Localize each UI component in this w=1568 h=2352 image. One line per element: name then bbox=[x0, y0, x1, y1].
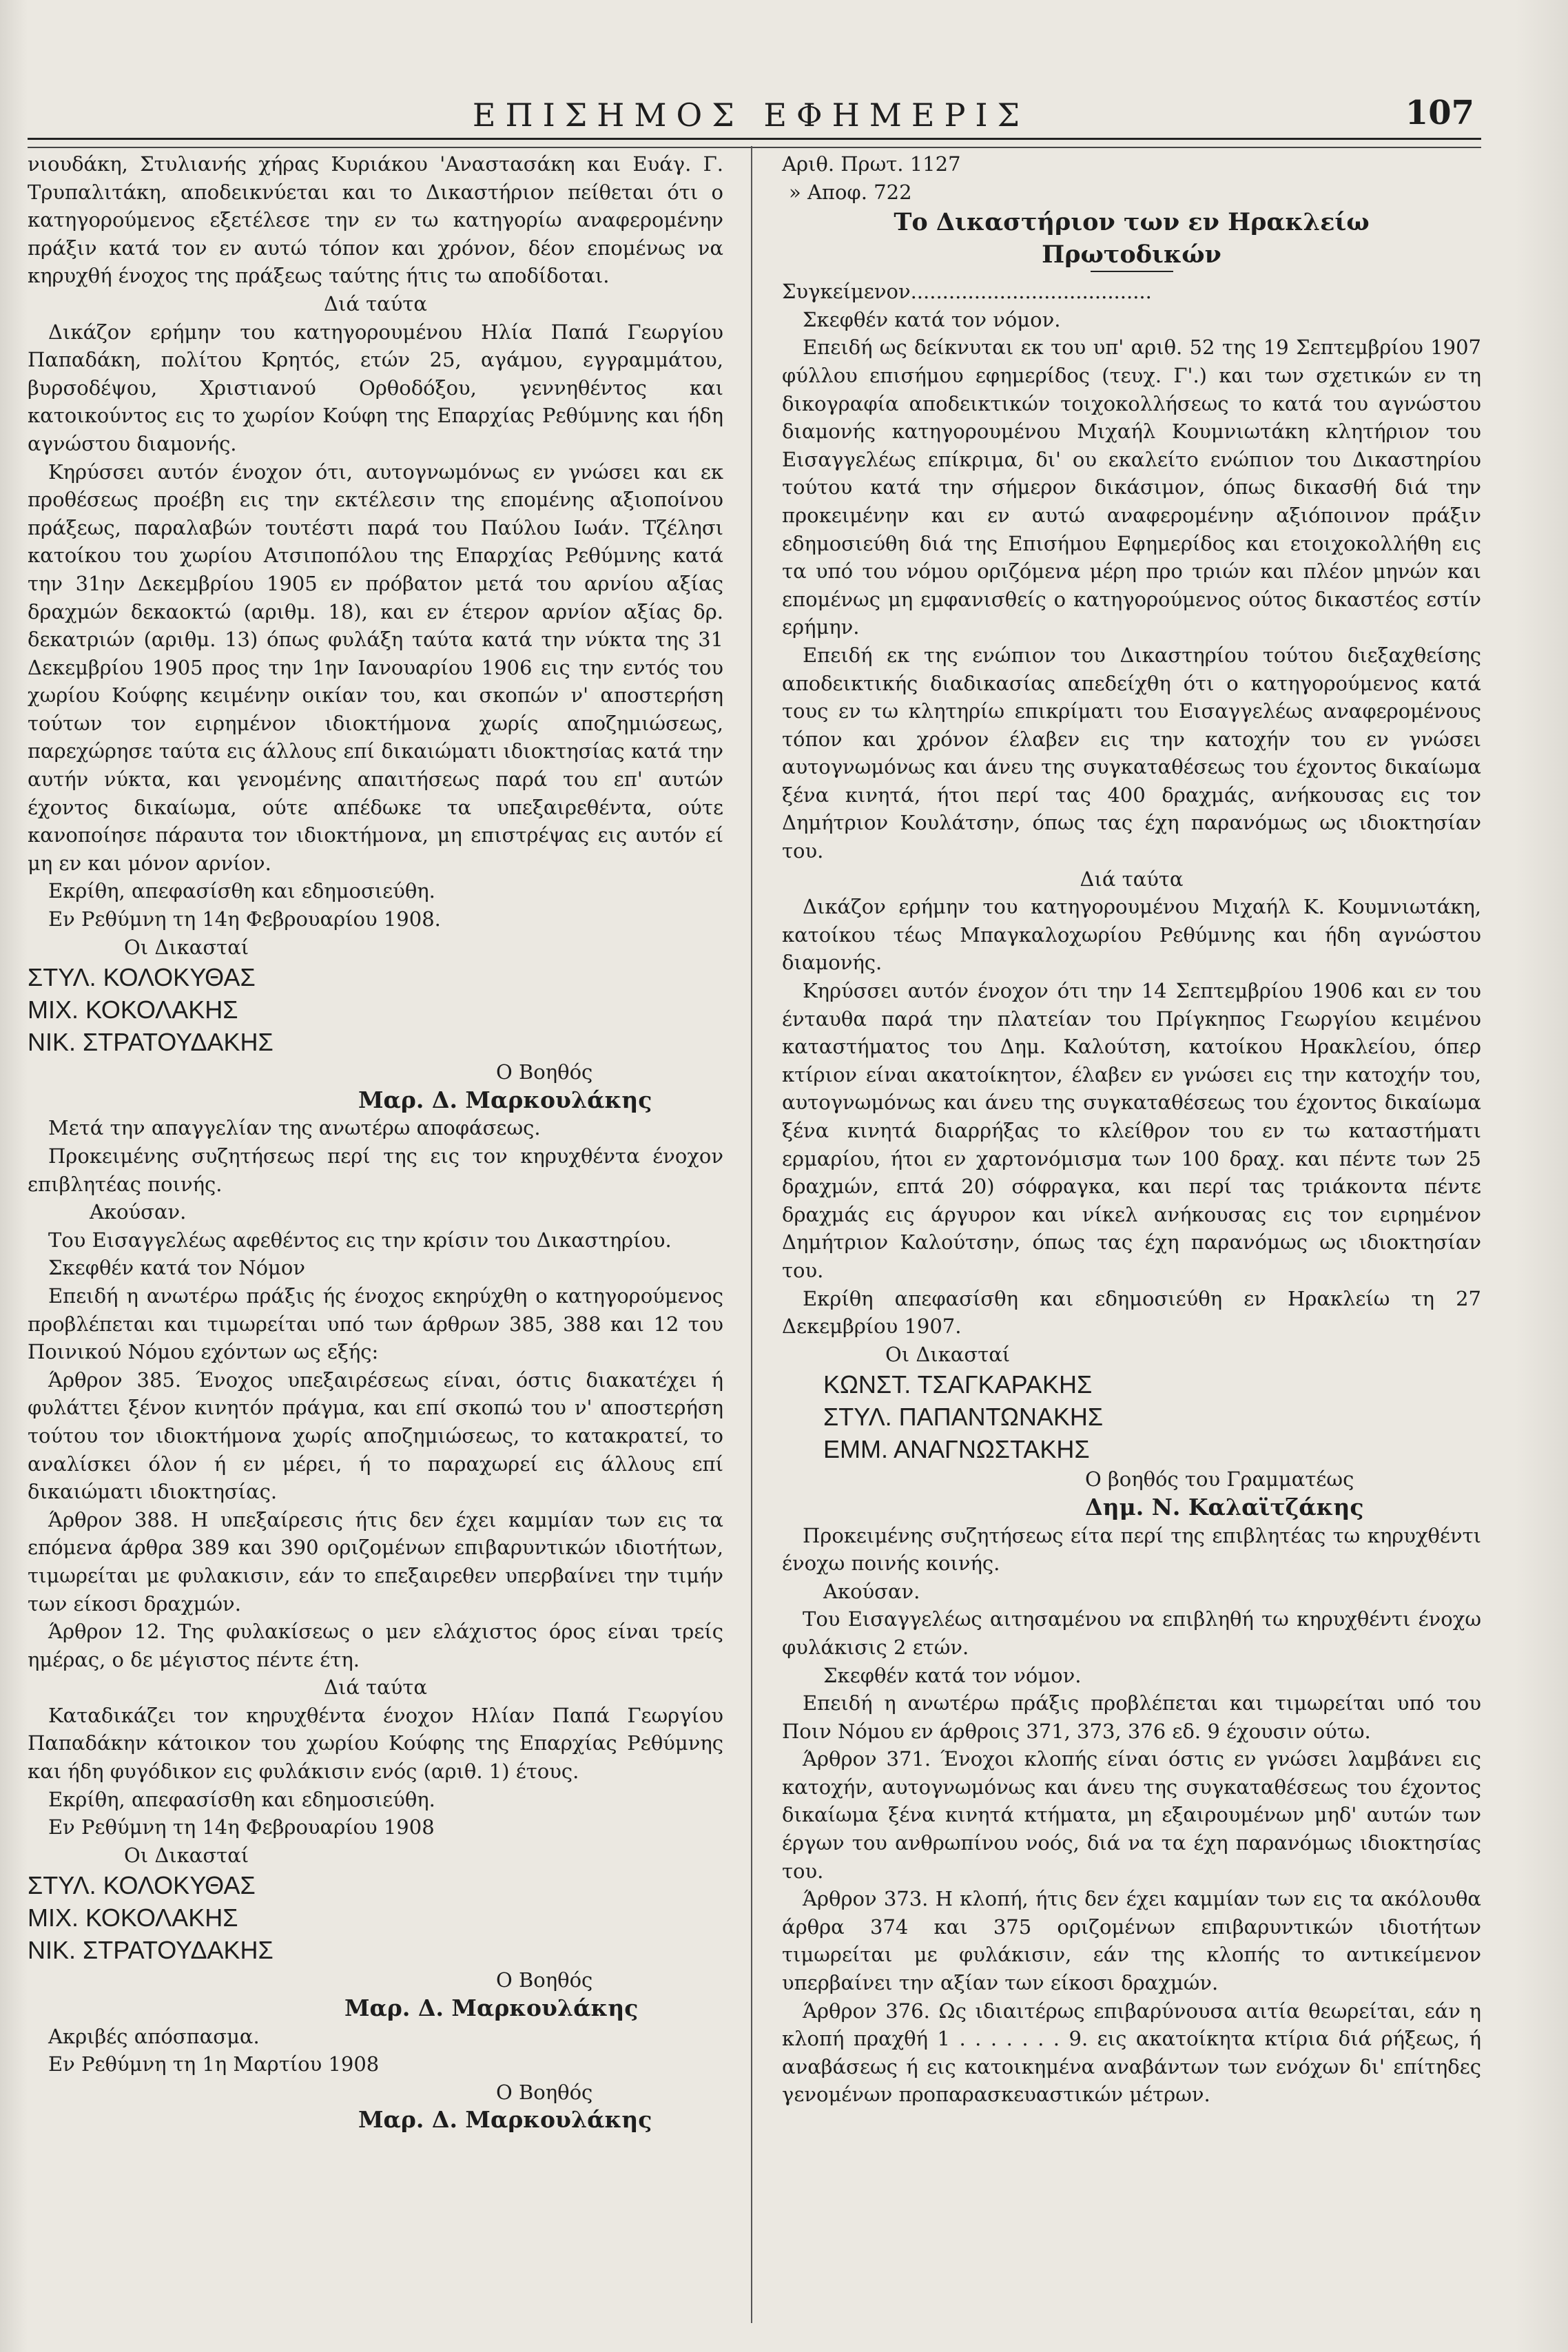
judge-name: ΝΙΚ. ΣΤΡΑΤΟΥΔΑΚΗΣ bbox=[28, 1936, 274, 1965]
header-rule bbox=[28, 138, 1481, 148]
separator-rule bbox=[1091, 271, 1173, 272]
assistant-signature: Μαρ. Δ. Μαρκουλάκης bbox=[358, 1086, 652, 1113]
law-article: Άρθρον 388. Η υπεξαίρεσις ήτις δεν έχει καμμίαν των εις τα επόμενα άρθρα 389 και 390 οριζομένων επιβαρυντικών ιδιοτήτων, τιμωρείται με φυλακισιν, εάν το επεξαιρεθεν υπερβαίνει την τιμήν των είκοσι δραχμών. bbox=[28, 1507, 723, 1616]
paragraph: Εκρίθη απεφασίσθη και εδημοσιεύθη εν Ηρακλείω τη 27 Δεκεμβρίου 1907. bbox=[782, 1286, 1481, 1339]
law-article: Άρθρον 376. Ως ιδιαιτέρως επιβαρύνουσα αιτία θεωρείται, εάν η κλοπή πραχθή 1 . . . . . . . 9. εις ακατοίκητα κτίρια διά ρήξεως, ή αναβάσεως ή εις κατοικημένα αναβάντων των ενόχων δι' επίτηδες γενομένων προπαρασκευαστικών μέτρων. bbox=[782, 1999, 1481, 2107]
judges-label: Οι Δικασταί bbox=[885, 1342, 1011, 1366]
paragraph: Σκεφθέν κατά τον νόμον. bbox=[803, 307, 1061, 331]
paragraph: Επειδή η ανωτέρω πράξις προβλέπεται και τιμωρείται υπό του Ποιν Νόμου εν άρθροις 371, 373, 376 εδ. 9 έχουσιν ούτω. bbox=[782, 1691, 1481, 1743]
judges-label: Οι Δικασταί bbox=[124, 1843, 249, 1867]
paragraph: Σκεφθέν κατά τον Νόμον bbox=[48, 1256, 305, 1280]
judge-name: ΕΜΜ. ΑΝΑΓΝΩΣΤΑΚΗΣ bbox=[823, 1435, 1090, 1464]
judge-name: ΣΤΥΛ. ΚΟΛΟΚΥΘΑΣ bbox=[28, 963, 256, 992]
judge-name: ΣΤΥΛ. ΠΑΠΑΝΤΩΝΑΚΗΣ bbox=[823, 1403, 1104, 1432]
publication-title: ΕΠΙΣΗΜΟΣ ΕΦΗΜΕΡΙΣ bbox=[472, 96, 1030, 134]
reference-number: » Αποφ. 722 bbox=[789, 180, 912, 204]
paragraph: Του Εισαγγελέως αφεθέντος εις την κρίσιν του Δικαστηρίου. bbox=[48, 1228, 672, 1252]
assistant-signature: Μαρ. Δ. Μαρκουλάκης bbox=[358, 2106, 652, 2134]
paragraph: Δικάζον ερήμην του κατηγορουμένου Μιχαήλ Κ. Κουμνιωτάκη, κατοίκου τέως Μπαγκαλοχωρίου Ρεθύμνης και ήδη αγνώστου διαμονής. bbox=[782, 895, 1481, 975]
law-article: Άρθρον 373. Η κλοπή, ήτις δεν έχει καμμίαν των εις τα ακόλουθα άρθρα 374 και 375 οριζομένων επιβαρυντικών ιδιοτήτων τιμωρείται με φυλάκισιν, εάν της κλοπής το αντικείμενον υπερβαίνει την αξίαν των είκοσι δραχμών. bbox=[782, 1887, 1481, 1995]
paragraph: Σκεφθέν κατά τον νόμον. bbox=[823, 1663, 1082, 1687]
court-heading: Το Δικαστήριον των εν Ηρακλείω bbox=[894, 208, 1370, 237]
section-heading: Διά ταύτα bbox=[324, 1675, 427, 1700]
judge-name: ΚΩΝΣΤ. ΤΣΑΓΚΑΡΑΚΗΣ bbox=[823, 1370, 1093, 1399]
assistant-signature: Μαρ. Δ. Μαρκουλάκης bbox=[344, 1994, 639, 2022]
paragraph: Ακούσαν. bbox=[823, 1579, 920, 1603]
judge-name: ΜΙΧ. ΚΟΚΟΛΑΚΗΣ bbox=[28, 1904, 238, 1932]
paragraph: Μετά την απαγγελίαν της ανωτέρω αποφάσεως. bbox=[48, 1116, 541, 1140]
place-date: Εν Ρεθύμνη τη 14η Φεβρουαρίου 1908 bbox=[48, 1815, 435, 1839]
paragraph: Του Εισαγγελέως αιτησαμένου να επιβληθή τω κηρυχθέντι ένοχω φυλάκισις 2 ετών. bbox=[782, 1607, 1481, 1659]
paragraph: Δικάζον ερήμην του κατηγορουμένου Ηλία Παπά Γεωργίου Παπαδάκη, πολίτου Κρητός, ετών 25, αγάμου, εγγραμμάτου, βυρσοδέψου, Χριστιανού Ορθοδόξου, γεννηθέντος και κατοικούντος εις το χωρίον Κούφη της Επαρχίας Ρεθύμνης και ήδη αγνώστου διαμονής. bbox=[28, 320, 723, 455]
reference-number: Αριθ. Πρωτ. 1127 bbox=[782, 152, 961, 176]
court-heading: Πρωτοδικών bbox=[1042, 240, 1221, 269]
law-article: Άρθρον 385. Ένοχος υπεξαιρέσεως είναι, όστις διακατέχει ή φυλάττει ξένον κινητόν πράγμα, και επί σκοπώ του ν' αποστερήση τούτου τον ιδιοκτήμονα χωρίς αποζημιώσεως, το κατακρατεί, το αναλίσκει όλον ή εν μέρει, ή το παραχωρεί εις άλλους επί δικαιώματι ιδιοκτησίας. bbox=[28, 1368, 723, 1504]
paragraph: Εκρίθη, απεφασίσθη και εδημοσιεύθη. bbox=[48, 879, 435, 903]
assistant-label: Ο Βοηθός bbox=[496, 2080, 593, 2104]
assistant-label: Ο Βοηθός bbox=[496, 1060, 593, 1084]
judge-name: ΜΙΧ. ΚΟΚΟΛΑΚΗΣ bbox=[28, 996, 238, 1024]
section-heading: Διά ταύτα bbox=[324, 291, 427, 316]
column-divider bbox=[751, 146, 752, 2323]
paragraph: Ακριβές απόσπασμα. bbox=[48, 2024, 260, 2048]
assistant-label: Ο Βοηθός bbox=[496, 1968, 593, 1992]
paragraph: Κηρύσσει αυτόν ένοχον ότι την 14 Σεπτεμβρίου 1906 και εν του ένταυθα παρά την πλατείαν του Πρίγκηπος Γεωργίου κειμένου καταστήματος του Δημ. Καλούτση, κατοίκου Ηρακλείου, όπερ κτίριον είναι ακατοίκητον, έλαβεν εν γνώσει εις την κατοχήν του, αυτογνωμόνως και άνευ της συγκαταθέσεως του έχοντος δικαίωμα ξένα κινητά διαρρήξας το κλείθρον του εν τω καταστήματι ερμαρίου, ήτοι εν χαρτονόμισμα των 100 δραχ. και πέντε των 25 δραχμών, επτά 20) σόφραγκα, και περί τας τριάκοντα πέντε δραχμάς εις άργυρον και νίκελ ανήκουσας εις τον ειρημένον Δημήτριον Καλούτσην, όπως τας έχη παρανόμως ως ιδιοκτησίαν του. bbox=[782, 979, 1481, 1282]
page-number: 107 bbox=[1405, 94, 1474, 132]
page-header bbox=[28, 90, 1474, 145]
paragraph: Κηρύσσει αυτόν ένοχον ότι, αυτογνωμόνως εν γνώσει και εκ προθέσεως προέβη εις την εκτέλεσιν της επομένης αξιοποίνου πράξεως, παραλαβών τουτέστι παρά του Παύλου Ιωάν. Τζέλησι κατοίκου του χωρίου Ατσιποπόλου της Επαρχίας Ρεθύμνης κατά την 31ην Δεκεμβρίου 1905 εν πρόβατον μετά του αρνίου αξίας δραχμών δεκαοκτώ (αριθμ. 18), και εν έτερον αρνίον αξίας δρ. δεκατριών (αριθμ. 13) όπως φυλάξη ταύτα κατά την νύκτα της 31 Δεκεμβρίου 1905 προς την 1ην Ιανουαρίου 1906 εις την εντός του χωρίου Κούφης κειμένην οικίαν του, και σκοπών ν' αποστερήση τούτων τον ειρημένον ιδιοκτήμονα χωρίς αποζημιώσεως, παρεχώρησε ταύτα εις άλλους επί δικαιώματι ιδιοκτησίας κατά την αυτήν νύκτα, και γενομένης απαιτήσεως παρά του επ' αυτών έχοντος δικαίωμα, ούτε απέδωκε τα υπεξαιρεθέντα, ούτε κανοποίησε πάραυτα τον ιδιοκτήμονα, μη επιστρέψας εις αυτόν εί μη εν και μόνον αρνίον. bbox=[28, 460, 723, 875]
paragraph: Καταδικάζει τον κηρυχθέντα ένοχον Ηλίαν Παπά Γεωργίου Παπαδάκην κάτοικον του χωρίου Κούφης της Επαρχίας Ρεθύμνης και ήδη φυγόδικον εις φυλάκισιν ενός (αριθ. 1) έτους. bbox=[28, 1703, 723, 1784]
assistant-label: Ο βοηθός του Γραμματέως bbox=[1085, 1467, 1354, 1492]
paragraph: Ακούσαν. bbox=[90, 1200, 187, 1224]
place-date: Εν Ρεθύμνη τη 14η Φεβρουαρίου 1908. bbox=[48, 907, 441, 931]
law-article: Άρθρον 12. Της φυλακίσεως ο μεν ελάχιστος όρος είναι τρείς ημέρας, ο δε μέγιστος πέντε έτη. bbox=[28, 1620, 723, 1671]
paragraph: Επειδή η ανωτέρω πράξις ής ένοχος εκηρύχθη ο κατηγορούμενος προβλέπεται και τιμωρείται υπό των άρθρων 385, 388 και 12 του Ποινικού Νόμου εχόντων ως εξής: bbox=[28, 1283, 723, 1364]
paragraph: Προκειμένης συζητήσεως είτα περί της επιβλητέας τω κηρυχθέντι ένοχω ποινής κοινής. bbox=[782, 1523, 1481, 1576]
place-date: Εν Ρεθύμνη τη 1η Μαρτίου 1908 bbox=[48, 2052, 380, 2076]
paragraph: νιουδάκη, Στυλιανής χήρας Κυριάκου 'Αναστασάκη και Ευάγ. Γ. Τρυπαλιτάκη, αποδεικνύεται και το Δικαστήριον πείθεται ότι ο κατηγορούμενος εξετέλεσε την εν τω κατηγορίω αναφερομένην πράξιν κατά τον εν αυτώ τόπον και χρόνον, δέον επομένως να κηρυχθή ένοχος της πράξεως ταύτης ήτις τω αποδίδοται. bbox=[28, 152, 723, 288]
judges-label: Οι Δικασταί bbox=[124, 935, 249, 959]
judge-name: ΣΤΥΛ. ΚΟΛΟΚΥΘΑΣ bbox=[28, 1871, 256, 1900]
paragraph: Συγκείμενον...................................... bbox=[782, 280, 1152, 304]
right-column bbox=[782, 150, 1481, 2109]
section-heading: Διά ταύτα bbox=[1080, 867, 1184, 891]
law-article: Άρθρον 371. Ένοχοι κλοπής είναι όστις εν γνώσει λαμβάνει εις κατοχήν, αυτογνωμόνως και άνευ της συγκαταθέσεως του έχοντος δικαίωμα ξένα κινητά κτήματα, μη εξαιρουμένων μηδ' αυτών των έργων του ανθρωπίνου νοός, διά να τα έχη παρανόμως ιδιοκτησίας του. bbox=[782, 1747, 1481, 1883]
paragraph: Επειδή εκ της ενώπιον του Δικαστηρίου τούτου διεξαχθείσης αποδεικτικής διαδικασίας απεδείχθη ότι ο κατηγορούμενος κατά τους εν τω κλητηρίω επικρίματι του Εισαγγελέως αναφερομένους τόπον και χρόνον έλαβεν εις την κατοχήν του εν γνώσει αυτογνωμόνως και άνευ της συγκαταθέσεως του έχοντος δικαίωμα ξένα κινητά, ήτοι περί τας 400 δραχμάς, ανήκουσας εις τον Δημήτριον Κουλάτσην, όπως τας έχη παρανόμως ως ιδιοκτησίαν του. bbox=[782, 643, 1481, 863]
assistant-signature: Δημ. Ν. Καλαϊτζάκης bbox=[1085, 1493, 1364, 1520]
paragraph: Επειδή ως δείκνυται εκ του υπ' αριθ. 52 της 19 Σεπτεμβρίου 1907 φύλλου επισήμου εφημερίδος (τευχ. Γ'.) και των σχετικών εν τη δικογραφία αποδεικτικών τοιχοκολλήσεως το κατά του αγνώστου διαμονής κατηγορουμένου Μιχαήλ Κουμνιωτάκη κλητήριον του Εισαγγελέως επίκριμα, δι' ου εκαλείτο ενώπιον του Δικαστηρίου τούτου κατά την σήμερον δικάσιμον, όπως δικασθή διά την προκειμένην και εν αυτώ αναφερομένην αξιόποινον πράξιν εδημοσιεύθη διά της Επισήμου Εφημερίδος και ετοιχοκολλήθη εις τα υπό του νόμου οριζόμενα μέρη προ τριών και πλέον μηνών και επομένως μη εμφανισθείς ο κατηγορούμενος ούτος δικαστέος εστίν ερήμην. bbox=[782, 336, 1481, 639]
paragraph: Προκειμένης συζητήσεως περί της εις τον κηρυχθέντα ένοχον επιβλητέας ποινής. bbox=[28, 1144, 723, 1196]
judge-name: ΝΙΚ. ΣΤΡΑΤΟΥΔΑΚΗΣ bbox=[28, 1028, 274, 1057]
left-column bbox=[28, 150, 723, 2134]
paragraph: Εκρίθη, απεφασίσθη και εδημοσιεύθη. bbox=[48, 1787, 435, 1811]
